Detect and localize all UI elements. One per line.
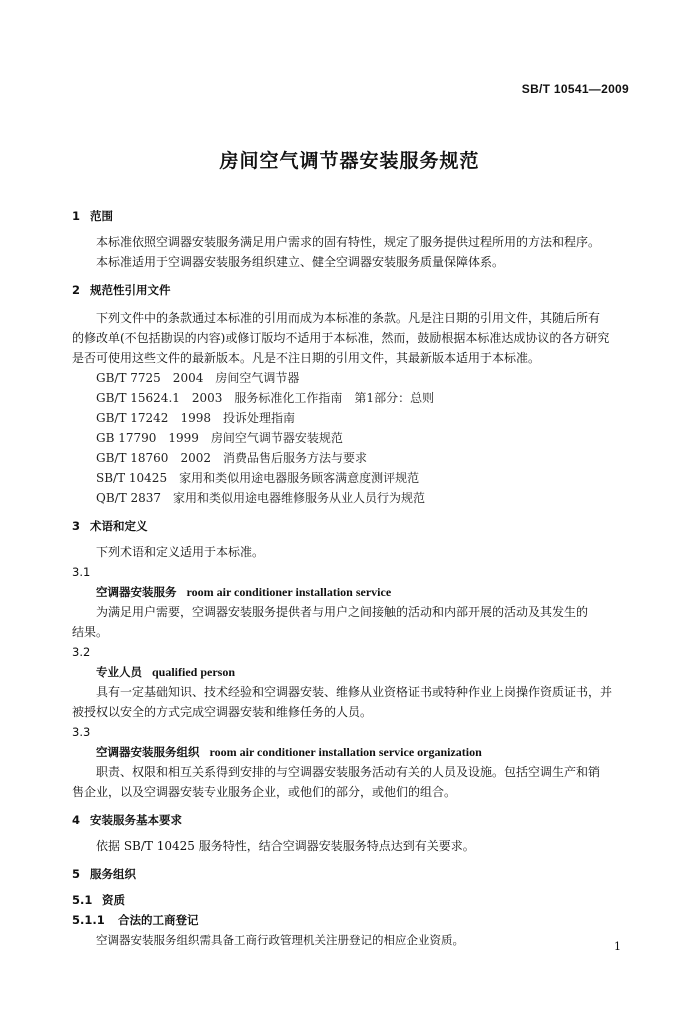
definition-line: 结果。 [72,625,109,639]
term-english: qualified person [152,665,236,679]
term-number: 3.3 [72,725,91,739]
definition-line: 售企业，以及空调器安装专业服务企业，或他们的部分，或他们的组合。 [72,785,457,799]
paragraph: 下列术语和定义适用于本标准。 [96,545,265,559]
reference-item: GB/T 7725 2004 房间空气调节器 [96,371,300,385]
section-3-heading [72,518,148,534]
term-heading [96,744,482,760]
paragraph: 本标准适用于空调器安装服务组织建立、健全空调器安装服务质量保障体系。 [96,255,505,269]
document-title: 房间空气调节器安装服务规范 [219,150,480,172]
section-title: 服务组织 [90,867,136,881]
term-heading [96,584,391,600]
term-number: 3.2 [72,645,91,659]
section-title: 安装服务基本要求 [90,813,182,827]
section-number: 4 [72,813,81,827]
section-number: 2 [72,283,81,297]
term-chinese: 空调器安装服务 [96,585,177,599]
reference-item: GB/T 17242 1998 投诉处理指南 [96,411,295,425]
definition-line: 职责、权限和相互关系得到安排的与空调器安装服务活动有关的人员及设施。包括空调生产和销 [96,765,601,779]
section-number: 5 [72,867,81,881]
reference-item: SB/T 10425 家用和类似用途电器服务顾客满意度测评规范 [96,471,420,485]
term-chinese: 空调器安装服务组织 [96,745,200,759]
paragraph-line: 是否可使用这些文件的最新版本。凡是不注日期的引用文件，其最新版本适用于本标准。 [72,351,541,365]
definition-line: 被授权以安全的方式完成空调器安装和维修任务的人员。 [72,705,373,719]
reference-item: GB/T 18760 2002 消费品售后服务方法与要求 [96,451,367,465]
term-english: room air conditioner installation service [186,585,392,599]
term-chinese: 专业人员 [96,665,142,679]
section-5-heading [72,866,136,882]
reference-item: QB/T 2837 家用和类似用途电器维修服务从业人员行为规范 [96,491,426,505]
subsection-5-1-1-heading [72,912,199,928]
reference-item: GB/T 15624.1 2003 服务标准化工作指南 第1部分：总则 [96,391,435,405]
subsection-title: 资质 [102,893,125,907]
paragraph: 依据 SB/T 10425 服务特性，结合空调器安装服务特点达到有关要求。 [96,839,475,853]
section-number: 1 [72,209,81,223]
subsection-5-1-heading [72,892,125,908]
subsection-title: 合法的工商登记 [118,913,199,927]
page-number: 1 [614,940,621,953]
subsection-number: 5.1 [72,893,93,907]
section-title: 范围 [90,209,113,223]
paragraph: 空调器安装服务组织需具备工商行政管理机关注册登记的相应企业资质。 [96,933,464,947]
reference-item: GB 17790 1999 房间空气调节器安装规范 [96,431,343,445]
subsection-number: 5.1.1 [72,913,105,927]
section-title: 术语和定义 [90,519,148,533]
section-4-heading [72,812,182,828]
paragraph-line: 的修改单(不包括勘误的内容)或修订版均不适用于本标准，然而，鼓励根据本标准达成协议的各方研究 [72,331,610,345]
paragraph: 本标准依照空调器安装服务满足用户需求的固有特性，规定了服务提供过程所用的方法和程序。 [96,235,601,249]
term-number: 3.1 [72,565,91,579]
standard-code: SB/T 10541—2009 [521,82,629,96]
section-title: 规范性引用文件 [90,283,171,297]
section-number: 3 [72,519,81,533]
section-1-heading [72,208,113,224]
section-2-heading [72,282,171,298]
term-english: room air conditioner installation service organization [209,745,482,759]
definition-line: 具有一定基础知识、技术经验和空调器安装、维修从业资格证书或特种作业上岗操作资质证书，并 [96,685,613,699]
definition-line: 为满足用户需要，空调器安装服务提供者与用户之间接触的活动和内部开展的活动及其发生的 [96,605,589,619]
term-heading [96,664,235,680]
paragraph-line: 下列文件中的条款通过本标准的引用而成为本标准的条款。凡是注日期的引用文件，其随后所有 [96,311,601,325]
